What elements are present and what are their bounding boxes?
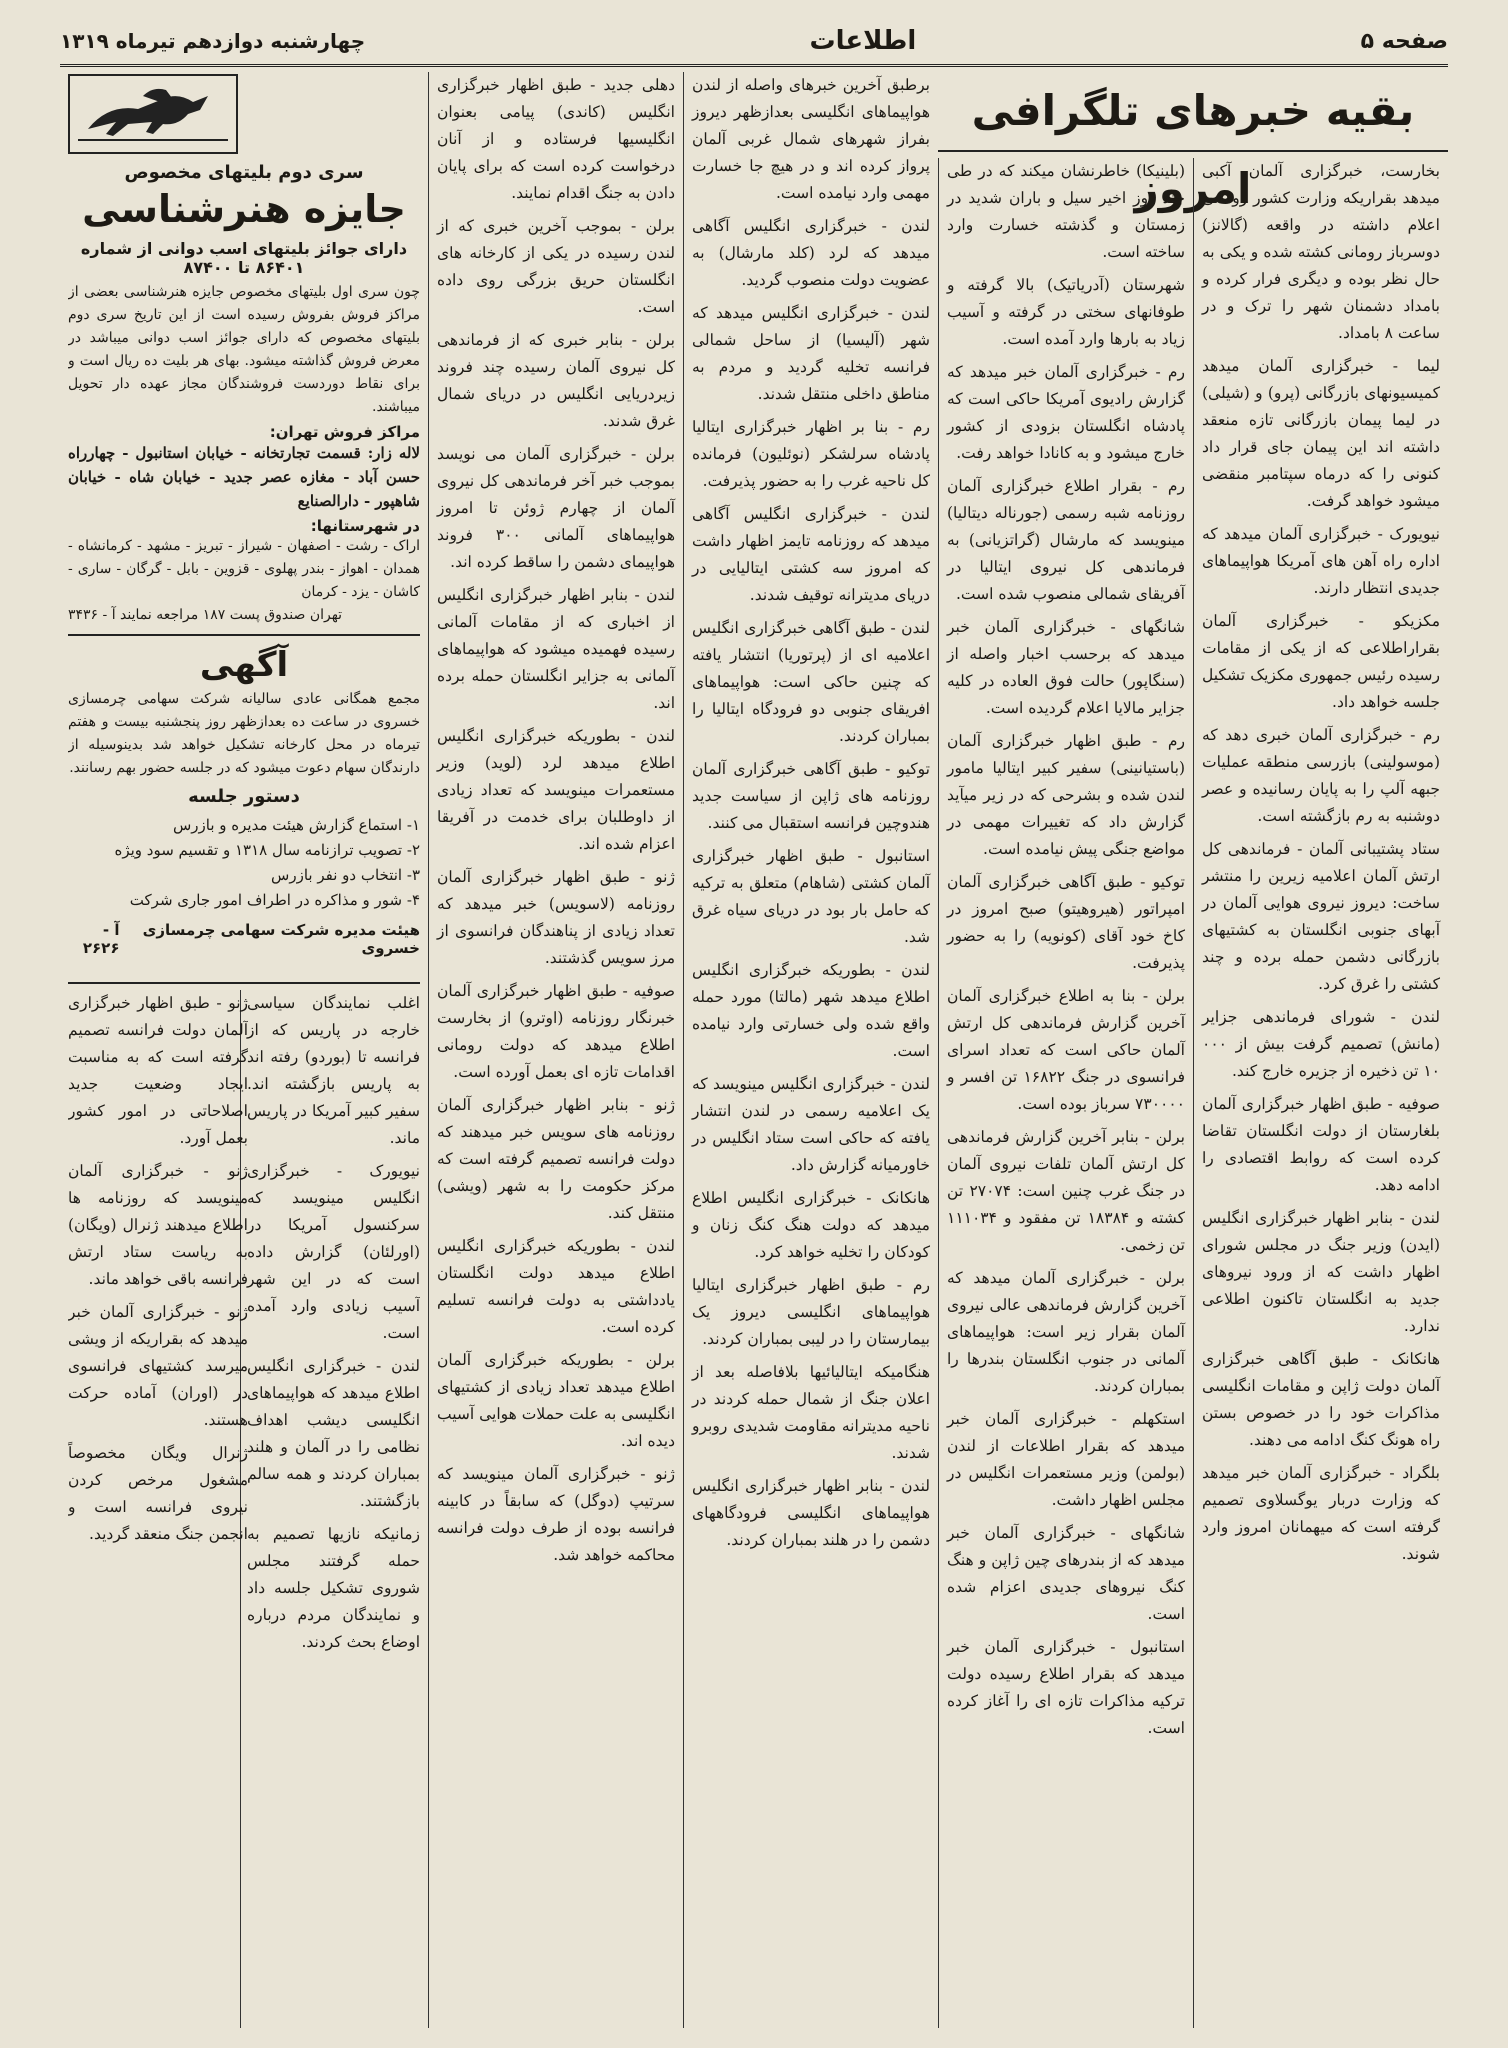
lottery-cities: اراک - رشت - اصفهان - شیراز - تبریز - مشهد - کرمانشاه - همدان - اهواز - بندر پهلوی - قزوین - بابل - گرگان - ساری - کاشان - یزد - کرمان — [68, 538, 420, 600]
news-item: لندن - بنابر اظهار خبرگزاری انگلیس (ایدن) وزیر جنگ در مجلس شورای اظهار داشت که از ورود نیروهای جدید به انگلستان تاکنون اطلاعی ندارد. — [1202, 1209, 1440, 1335]
news-item: ژنو - طبق اظهار خبرگزاری آلمان روزنامه (لاسویس) خبر میدهد که تعداد زیادی از پناهندگان فرانسوی از مرز سویس گذشتند. — [437, 868, 675, 967]
news-item: ژنو - خبرگزاری آلمان مینویسد که روزنامه ها اطلاع میدهند ژنرال (ویگان) به ریاست ستاد ارتش فرانسه باقی خواهد ماند. — [68, 1162, 248, 1288]
notice-code: آ - ۲۶۲۶ — [82, 921, 120, 957]
news-item: رم - بقرار اطلاع خبرگزاری آلمان روزنامه شبه رسمی (جورناله دیتالیا) مینویسد که مارشال (گراتزیانی) به فرماندهی کل نیروی ایتالیا در آفریقای شمالی منصوب شده است. — [947, 477, 1185, 603]
notice-title: آگهی — [199, 645, 289, 685]
news-item: لندن - خبرگزاری انگلیس مینویسد که یک اعلامیه رسمی در لندن انتشار یافته که حاکی است ستاد انگلیس در خاورمیانه گزارش داد. — [692, 1075, 930, 1174]
news-item: ژنو - خبرگزاری آلمان مینویسد که سرتیپ (دوگل) که سابقاً در کابینه فرانسه بوده از طرف دولت فرانسه محاکمه خواهد شد. — [437, 1465, 675, 1564]
news-item: اغلب نمایندگان سیاسی خارجه در پاریس که از فرانسه تا (بوردو) رفته اند به پاریس بازگشته اند. سفیر کبیر آمریکا در پاریس ماند. — [247, 994, 420, 1147]
agenda-title: دستور جلسه — [188, 786, 300, 807]
news-item: لندن - بطوریکه خبرگزاری انگلیس اطلاع میدهد لرد (لوید) وزیر مستعمرات مینویسد که تعداد زیادی از داوطلبان برای خدمت در آفریقا اعزام شده اند. — [437, 727, 675, 853]
left-section — [60, 72, 428, 2028]
agenda-item: ۴- شور و مذاکره در اطراف امور جاری شرکت — [129, 891, 420, 909]
shareholders-notice — [68, 636, 420, 984]
news-item: شانگهای - خبرگزاری آلمان خبر میدهد که برحسب اخبار واصله از (سنگاپور) حالت فوق العاده در کلیه جزایر مالایا اعلام گردیده است. — [947, 618, 1185, 717]
news-item: ژنو - خبرگزاری آلمان خبر میدهد که بقراریکه از ویشی میرسد کشتیهای فرانسوی در (اوران) آماده حرکت هستند. — [68, 1303, 248, 1429]
column-3 — [683, 72, 938, 2028]
lottery-title: جایزه هنرشناسی — [82, 187, 406, 231]
column-5a — [240, 990, 420, 2028]
agenda-item: ۱- استماع گزارش هیئت مدیره و بازرس — [172, 816, 420, 834]
news-item: برلن - بنابر آخرین گزارش فرماندهی کل ارتش آلمان تلفات نیروی آلمان در جنگ غرب چنین است: ۲۷۰۷۴ تن کشته و ۱۸۳۸۴ تن مفقود و ۱۱۱۰۳۴ تن زخمی. — [947, 1128, 1185, 1254]
news-item: رم - بنا بر اظهار خبرگزاری ایتالیا پادشاه سرلشکر (نوئلیون) فرمانده کل ناحیه غرب را به حضور پذیرفت. — [692, 418, 930, 490]
horse-emblem-wrap — [68, 74, 420, 158]
agenda-list — [68, 813, 420, 913]
news-item: شانگهای - خبرگزاری آلمان خبر میدهد که از بندرهای چین ژاپن و هنگ کنگ نیروهای جدیدی اعزام شده است. — [947, 1524, 1185, 1623]
news-item: مکزیکو - خبرگزاری آلمان بقراراطلاعی که از یکی از مقامات رسیده رئیس جمهوری مکزیک تشکیل جلسه خواهد داد. — [1202, 612, 1440, 711]
news-item: برلن - بطوریکه خبرگزاری آلمان اطلاع میدهد تعداد زیادی از کشتیهای انگلیسی به علت حملات هوایی آسیب دیده اند. — [437, 1351, 675, 1450]
column-3-text — [692, 72, 930, 1554]
column-2 — [938, 158, 1193, 2028]
news-item: استکهلم - خبرگزاری آلمان خبر میدهد که بقرار اطلاعات از لندن (بولمن) وزیر مستعمرات انگلیس در مجلس اظهار داشت. — [947, 1410, 1185, 1509]
page-header — [60, 18, 1448, 67]
column-1 — [1193, 158, 1448, 2028]
news-item: برلن - بموجب آخرین خبری که از لندن رسیده در یکی از کارخانه های انگلستان حریق بزرگی روی داده است. — [437, 217, 675, 316]
lottery-contact: تهران صندوق پست ۱۸۷ مراجعه نمایند آ - ۳۴۳۶ — [68, 607, 343, 623]
news-item: لندن - طبق آگاهی خبرگزاری انگلیس اعلامیه ای از (پرتوریا) انتشار یافته که چنین حاکی است: هواپیماهای افریقای جنوبی دو فرودگاه ایتالیا را بمباران کردند. — [692, 619, 930, 745]
news-item: لندن - شورای فرماندهی جزایر (مانش) تصمیم گرفت بیش از ۰۰۰ ۱۰ تن ذخیره از جزیره خارج کند. — [1202, 1008, 1440, 1080]
notice-signature: هیئت مدیره شرکت سهامی چرمسازی خسروی — [142, 921, 420, 957]
lottery-subtitle: دارای جوائز بلیتهای اسب دوانی از شماره ۸۶۴۰۱ تا ۸۷۴۰۰ — [80, 239, 408, 277]
news-item: استانبول - طبق اظهار خبرگزاری آلمان کشتی (شاهام) متعلق به ترکیه که حامل بار بود در دریای سیاه غرق شد. — [692, 847, 930, 946]
news-item: شهرستان (آدریاتیک) بالا گرفته و طوفانهای سختی در گرفته و آسیب زیاد به بارها وارد آمده است. — [947, 276, 1185, 348]
agenda-item: ۲- تصویب ترازنامه سال ۱۳۱۸ و تقسیم سود ویژه — [114, 841, 420, 859]
news-item: هنگامیکه ایتالیائیها بلافاصله بعد از اعلان جنگ از شمال حمله کردند در ناحیه مدیترانه مقاومت شدیدی روبرو شدند. — [692, 1363, 930, 1462]
banner-headline: بقیه خبرهای تلگرافی امروز — [971, 86, 1415, 213]
news-item: صوفیه - طبق اظهار خبرگزاری آلمان بلغارستان از دولت انگلستان تقاضا کرده است که روابط اقتصادی را ادامه دهد. — [1202, 1095, 1440, 1194]
news-item: ژنو - طبق اظهار خبرگزاری آلمان دولت فرانسه تصمیم گرفته است که به مناسبت ایجاد وضعیت جدید اصلاحاتی در امور کشور بعمل آورد. — [68, 994, 248, 1147]
news-item: لندن - بنابر اظهار خبرگزاری انگلیس از اخباری که از مقامات آلمانی رسیده فهمیده میشود که هواپیماهای آلمانی به جزایر انگلستان حمله برده اند. — [437, 586, 675, 712]
column-5b — [68, 990, 248, 2028]
news-item: لندن - خبرگزاری انگلیس آگاهی میدهد که لرد (کلد مارشال) به عضویت دولت منصوب گردید. — [692, 217, 930, 289]
news-item: رم - طبق اظهار خبرگزاری ایتالیا هواپیماهای انگلیسی دیروز یک بیمارستان را در لیبی بمباران کردند. — [692, 1276, 930, 1348]
news-item: رم - خبرگزاری آلمان خبری دهد که (موسولینی) بازرسی منطقه عملیات جبهه آلپ را به پایان رسانیده و عصر دوشنبه به رم بازگشته است. — [1202, 726, 1440, 825]
column-5 — [68, 990, 420, 2028]
news-item: برلن - بنا به اطلاع خبرگزاری آلمان آخرین گزارش فرماندهی کل ارتش آلمان حاکی است که تعداد اسرای فرانسوی در جنگ ۱۶۸۲۲ تن افسر و ۷۳۰۰۰۰ سرباز بوده است. — [947, 987, 1185, 1113]
news-item: ژنرال ویگان مخصوصاً مشغول مرخص کردن نیروی فرانسه است و انجمن جنگ منعقد گردید. — [68, 1444, 248, 1543]
lottery-cities-title: در شهرستانها: — [310, 517, 420, 535]
column-1-text — [1202, 158, 1440, 716]
issue-date: چهارشنبه دوازدهم تیرماه ۱۳۱۹ — [60, 29, 366, 53]
news-item: لندن - بطوریکه خبرگزاری انگلیس اطلاع میدهد شهر (مالتا) مورد حمله واقع شده ولی خسارتی وارد نیامده است. — [692, 961, 930, 1060]
news-item: برلن - خبرگزاری آلمان میدهد که آخرین گزارش فرماندهی عالی نیروی آلمان بقرار زیر است: هواپیماهای آلمانی در جنوب انگلستان بندرها را بمباران کردند. — [947, 1269, 1185, 1395]
column-1-more-text — [1202, 722, 1440, 1568]
news-item: صوفیه - طبق اظهار خبرگزاری آلمان خبرنگار روزنامه (اوترو) از بخارست اطلاع میدهد که دولت رومانی اقدامات تازه ای بعمل آورده است. — [437, 982, 675, 1081]
columns-area — [60, 72, 1448, 2028]
news-item: دهلی جدید - طبق اظهار خبرگزاری انگلیس (کاندی) پیامی بعنوان انگلیسیها فرستاده و از آنان درخواست کرده است که برای پایان دادن به جنگ اقدام نمایند. — [437, 76, 675, 202]
news-item: بخارست، خبرگزاری آلمان آکبی میدهد بقراریکه وزارت کشور رومانی اعلام داشته در واقعه (گالانز) دوسرباز رومانی کشته شده و یکی به حال نظر بوده و دیگری فرار کرده و بامداد دشمنان شهر را ترک و در ساعت ۸ بامداد. — [1202, 162, 1440, 342]
news-item: برطبق آخرین خبرهای واصله از لندن هواپیماهای انگلیسی بعدازظهر دیروز بفراز شهرهای شمال غربی آلمان پرواز کرده اند و در هیچ جا خسارت مهمی وارد نیامده است. — [692, 76, 930, 202]
lottery-body: چون سری اول بلیتهای مخصوص جایزه هنرشناسی بعضی از مراکز فروش بفروش رسیده است از این تاریخ سری دوم بلیتهای مخصوص که دارای جوائز اسب دوانی میباشد در معرض فروش گذاشته میشود. بهای هر بلیت ده ریال است و برای نقاط دوردست فروشندگان مجاز عهده دار تحویل میباشند. — [68, 284, 420, 415]
column-4-text — [437, 72, 675, 1569]
news-item: هانکانک - خبرگزاری انگلیس اطلاع میدهد که دولت هنگ کنگ زنان و کودکان را تخلیه خواهد کرد. — [692, 1189, 930, 1261]
news-item: رم - خبرگزاری آلمان خبر میدهد که گزارش رادیوی آمریکا حاکی است که پادشاه انگلستان بزودی از کشور خارج میشود و به کانادا خواهد رفت. — [947, 363, 1185, 462]
column-2-text — [947, 158, 1185, 1742]
column-5b-text — [68, 990, 248, 1548]
lottery-series: سری دوم بلیتهای مخصوص — [124, 162, 364, 183]
page-number: صفحه ۵ — [1360, 28, 1448, 54]
column-5a-text — [247, 990, 420, 1656]
news-item: لندن - بنابر اظهار خبرگزاری انگلیس هواپیماهای انگلیسی فرودگاههای دشمن را در هلند بمباران کردند. — [692, 1477, 930, 1549]
agenda-item: ۳- انتخاب دو نفر بازرس — [271, 866, 420, 884]
news-item: (بلینیکا) خاطرنشان میکند که در طی چند روز اخیر سیل و باران شدید در زمستان و گذشته خسارت وارد ساخته است. — [947, 162, 1185, 261]
news-item: لندن - خبرگزاری انگلیس میدهد که شهر (آلیسیا) از ساحل شمالی فرانسه تخلیه گردید و مردم به مناطق داخلی منتقل شدند. — [692, 304, 930, 403]
lottery-outlets: لاله زار: قسمت تجارتخانه - خیابان استانبول - چهارراه حسن آباد - مغازه عصر جدید - خیابان شاه - خیابان شاهپور - دارالصنایع — [68, 444, 420, 510]
news-item: لندن - بطوریکه خبرگزاری انگلیس اطلاع میدهد دولت انگلستان یادداشتی به دولت فرانسه تسلیم کرده است. — [437, 1237, 675, 1336]
news-item: لندن - خبرگزاری انگلیس اطلاع میدهد که هواپیماهای انگلیسی دیشب اهداف نظامی را در آلمان و هلند بمباران کردند و همه سالم بازگشتند. — [247, 1357, 420, 1510]
news-item: لیما - خبرگزاری آلمان میدهد کمیسیونهای بازرگانی (پرو) و (شیلی) در لیما پیمان بازرگانی تازه منعقد داشته اند این پیمان جای قرار داد کنونی را که درماه سپتامبر منقضی میشود خواهد گرفت. — [1202, 357, 1440, 510]
news-item: لندن - خبرگزاری انگلیس آگاهی میدهد که روزنامه تایمز اظهار داشت که امروز سه کشتی ایتالیایی در دریای مدیترانه توقیف شدند. — [692, 505, 930, 604]
news-item: هانکانک - طبق آگاهی خبرگزاری آلمان دولت ژاپن و مقامات انگلیسی مذاکرات خود را در خصوص بستن راه هونگ کنگ ادامه می دهند. — [1202, 1350, 1440, 1449]
news-item: رم - طبق اظهار خبرگزاری آلمان (باستیانینی) سفیر کبیر ایتالیا مامور لندن شده و بشرحی که در زیر میآید گزارش داد که تغییرات مهمی در مواضع جنگی پیش نیامده است. — [947, 732, 1185, 858]
news-item: زمانیکه نازیها تصمیم به حمله گرفتند مجلس شوروی تشکیل جلسه داد و نمایندگان مردم درباره اوضاع بحث کردند. — [247, 1525, 420, 1651]
news-item: استانبول - خبرگزاری آلمان خبر میدهد که بقرار اطلاع رسیده دولت ترکیه مذاکرات تازه ای را آغاز کرده است. — [947, 1638, 1185, 1737]
news-item: ژنو - بنابر اظهار خبرگزاری آلمان روزنامه های سویس خبر میدهند که دولت فرانسه تصمیم گرفته است که مرکز حکومت را به شهر (ویشی) منتقل کند. — [437, 1096, 675, 1222]
news-item: برلن - خبرگزاری آلمان می نویسد بموجب خبر آخر فرماندهی کل نیروی آلمان از چهارم ژوئن تا امروز هواپیماهای آلمانی ۳۰۰ فروند هواپیمای دشمن را ساقط کرده اند. — [437, 445, 675, 571]
news-item: توکیو - طبق آگاهی خبرگزاری آلمان روزنامه های ژاپن از سیاست جدید هندوچین فرانسه استقبال می کنند. — [692, 760, 930, 832]
column-4 — [428, 72, 683, 2028]
news-item: ستاد پشتیبانی آلمان - فرماندهی کل ارتش آلمان اعلامیه زیرین را منتشر ساخت: دیروز نیروی هوایی آلمان در آبهای جنوبی انگلستان به کشتیهای بازرگانی دشمن حمله برده و چند کشتی را غرق کرد. — [1202, 840, 1440, 993]
horse-emblem — [68, 74, 238, 154]
notice-body: مجمع همگانی عادی سالیانه شرکت سهامی چرمسازی خسروی در ساعت ده بعدازظهر روز پنجشنبه بیست و هفتم تیرماه در محل کارخانه تشکیل خواهد شد بدینوسیله از دارندگان سهام دعوت میشود که در جلسه حضور بهم رسانند. — [68, 691, 420, 776]
newspaper-name: اطلاعات — [809, 26, 917, 56]
news-item: توکیو - طبق آگاهی خبرگزاری آلمان امپراتور (هیروهیتو) صبح امروز در کاخ خود آقای (کونویه) را به حضور پذیرفت. — [947, 873, 1185, 972]
news-item: بلگراد - خبرگزاری آلمان خبر میدهد که وزارت دربار یوگسلاوی تصمیم گرفته است که میهمانان امروز وارد شوند. — [1202, 1464, 1440, 1563]
news-item: برلن - بنابر خبری که از فرماندهی کل نیروی آلمان رسیده چند فروند زیردریایی انگلیس در دریای شمال غرق شدند. — [437, 331, 675, 430]
notice-footer — [68, 921, 420, 957]
news-item: نیویورک - خبرگزاری انگلیس مینویسد که سرکنسول آمریکا در (اورلئان) گزارش داده است که در این شهر آسیب زیادی وارد آمده است. — [247, 1162, 420, 1342]
lottery-outlets-title: مراکز فروش تهران: — [269, 423, 420, 441]
news-item: نیویورک - خبرگزاری آلمان میدهد که اداره راه آهن های آمریکا هواپیماهای جدیدی انتظار دارند. — [1202, 525, 1440, 597]
lottery-ad — [68, 72, 420, 636]
